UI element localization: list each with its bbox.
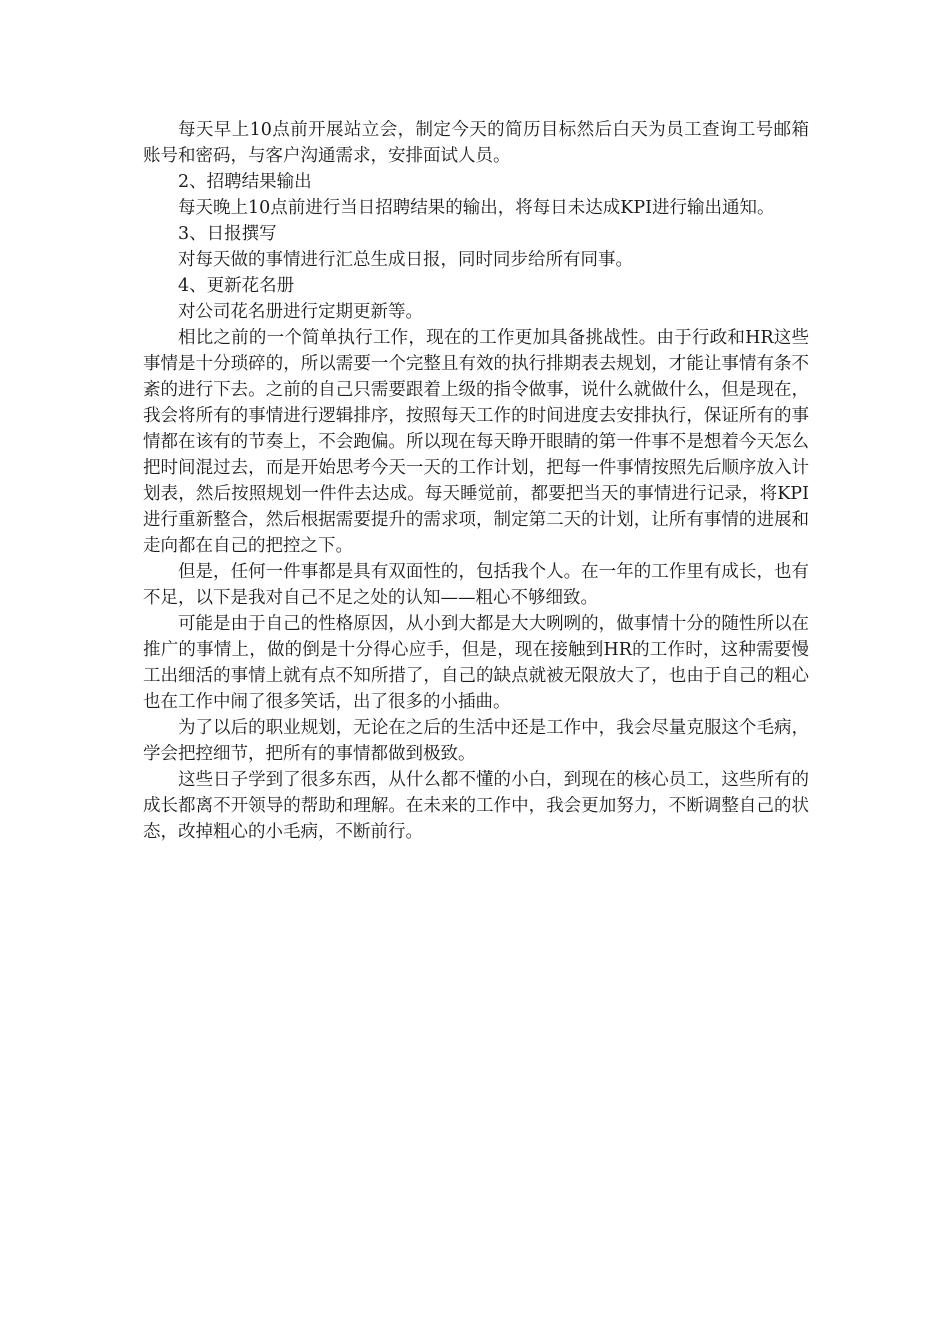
heading-recruitment-output: 2、招聘结果输出 [178,172,312,192]
paragraph-challenge: 相比之前的一个简单执行工作，现在的工作更加具备挑战性。由于行政和HR这些事情是十分琐碎的，所以需要一个完整且有效的执行排期表去规划，才能让事情有条不紊的进行下去。之前的自己只需要跟着上级的指令做事，说什么就做什么，但是现在，我会将所有的事情进行逻辑排序，按照每天工作的时间进度去安排执行，保证所有的事情都在该有的节奏上，不会跑偏。所以现在每天睁开眼睛的第一件事不是想着今天怎么把时间混过去，而是开始思考今天一天的工作计划，把每一件事情按照先后顺序放入计划表，然后按照规划一件件去达成。每天睡觉前，都要把当天的事情进行记录，将KPI进行重新整合，然后根据需要提升的需求项，制定第二天的计划，让所有事情的进展和走向都在自己的把控之下。 [143,328,809,556]
heading-roster-update: 4、更新花名册 [178,276,295,296]
paragraph-career-plan: 为了以后的职业规划，无论在之后的生活中还是工作中，我会尽量克服这个毛病，学会把控细节，把所有的事情都做到极致。 [143,718,809,764]
paragraph-roster-update: 对公司花名册进行定期更新等。 [178,302,423,322]
paragraph-shortcoming: 但是，任何一件事都是具有双面性的，包括我个人。在一年的工作里有成长，也有不足，以下是我对自己不足之处的认知——粗心不够细致。 [143,562,809,608]
paragraph-daily-report: 对每天做的事情进行汇总生成日报，同时同步给所有同事。 [178,250,633,270]
paragraph-personality: 可能是由于自己的性格原因，从小到大都是大大咧咧的，做事情十分的随性所以在推广的事情上，做的倒是十分得心应手，但是，现在接触到HR的工作时，这种需要慢工出细活的事情上就有点不知所措了，自己的缺点就被无限放大了，也由于自己的粗心也在工作中闹了很多笑话，出了很多的小插曲。 [143,614,809,712]
heading-daily-report: 3、日报撰写 [178,224,277,244]
paragraph-conclusion: 这些日子学到了很多东西，从什么都不懂的小白，到现在的核心员工，这些所有的成长都离不开领导的帮助和理解。在未来的工作中，我会更加努力，不断调整自己的状态，改掉粗心的小毛病，不断前行。 [143,770,809,842]
paragraph-recruitment-output: 每天晚上10点前进行当日招聘结果的输出，将每日未达成KPI进行输出通知。 [178,198,775,218]
paragraph-standup: 每天早上10点前开展站立会，制定今天的简历目标然后白天为员工查询工号邮箱账号和密码，与客户沟通需求，安排面试人员。 [143,120,809,166]
document-body [143,117,809,845]
